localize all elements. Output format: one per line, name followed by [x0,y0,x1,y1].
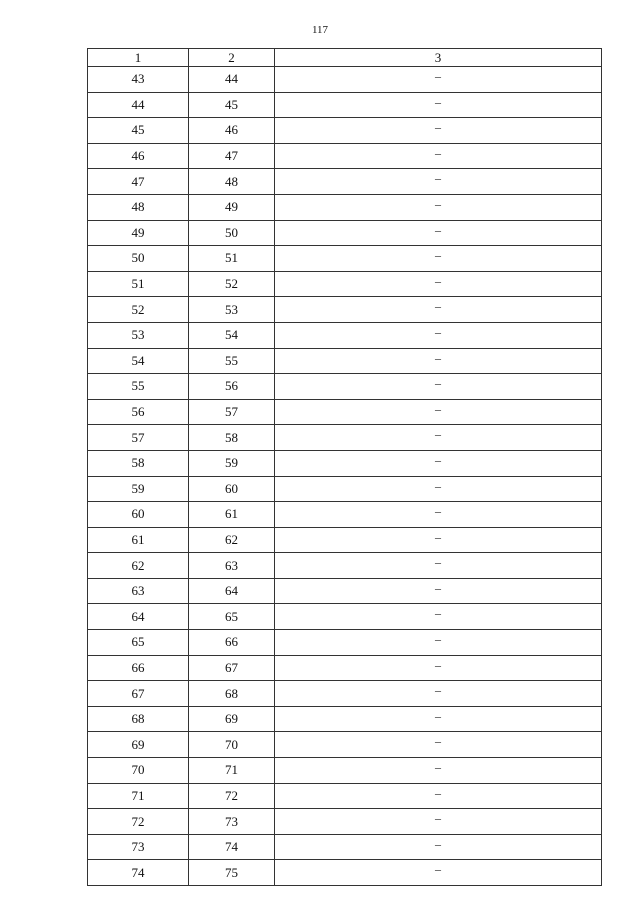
table-cell-col-3: – [275,783,602,809]
table-cell-col-2: 75 [189,860,275,886]
table-cell-col-3: – [275,655,602,681]
table-cell-col-3: – [275,834,602,860]
table-cell-col-3: – [275,630,602,656]
table-cell-col-1: 49 [88,220,189,246]
table-cell-col-2: 72 [189,783,275,809]
table-cell-col-2: 45 [189,92,275,118]
table-cell-col-1: 45 [88,118,189,144]
table-cell-col-3: – [275,450,602,476]
table-cell-col-2: 65 [189,604,275,630]
table-cell-col-2: 68 [189,681,275,707]
table-cell-col-2: 44 [189,67,275,93]
table-row [88,732,602,758]
table-row [88,143,602,169]
table-cell-col-1: 72 [88,809,189,835]
table-cell-col-2: 64 [189,578,275,604]
table-cell-col-2: 53 [189,297,275,323]
table-cell-col-1: 52 [88,297,189,323]
table-cell-col-1: 56 [88,399,189,425]
table-cell-col-2: 69 [189,706,275,732]
table-cell-col-2: 47 [189,143,275,169]
table-row [88,322,602,348]
table-cell-col-1: 57 [88,425,189,451]
column-header-3: 3 [275,49,602,67]
table-cell-col-3: – [275,553,602,579]
table-row [88,578,602,604]
table-cell-col-1: 47 [88,169,189,195]
table-cell-col-1: 73 [88,834,189,860]
table-cell-col-3: – [275,67,602,93]
table-cell-col-3: – [275,118,602,144]
table-cell-col-3: – [275,425,602,451]
table-cell-col-2: 67 [189,655,275,681]
table-cell-col-1: 74 [88,860,189,886]
table-row [88,169,602,195]
table-cell-col-3: – [275,758,602,784]
table-cell-col-1: 44 [88,92,189,118]
table-cell-col-2: 46 [189,118,275,144]
table-cell-col-3: – [275,271,602,297]
table-cell-col-1: 58 [88,450,189,476]
table-cell-col-3: – [275,246,602,272]
table-cell-col-2: 74 [189,834,275,860]
table-row [88,118,602,144]
table-cell-col-3: – [275,476,602,502]
table-cell-col-1: 66 [88,655,189,681]
header-row [88,49,602,67]
table-cell-col-1: 51 [88,271,189,297]
table-cell-col-3: – [275,297,602,323]
table-cell-col-1: 53 [88,322,189,348]
table-row [88,834,602,860]
table-row [88,271,602,297]
table-cell-col-3: – [275,399,602,425]
table-row [88,783,602,809]
table-cell-col-2: 50 [189,220,275,246]
table-cell-col-2: 70 [189,732,275,758]
table-cell-col-2: 51 [189,246,275,272]
table-row [88,527,602,553]
table-cell-col-3: – [275,681,602,707]
table-row [88,553,602,579]
table-cell-col-3: – [275,220,602,246]
table-row [88,450,602,476]
table-row [88,681,602,707]
table-cell-col-3: – [275,194,602,220]
table-row [88,348,602,374]
table-cell-col-2: 63 [189,553,275,579]
table-row [88,630,602,656]
table-cell-col-1: 68 [88,706,189,732]
table-cell-col-2: 71 [189,758,275,784]
table-row [88,92,602,118]
table-cell-col-1: 54 [88,348,189,374]
table-cell-col-3: – [275,732,602,758]
table-cell-col-2: 49 [189,194,275,220]
table-row [88,655,602,681]
table-row [88,246,602,272]
table-cell-col-1: 55 [88,374,189,400]
table-cell-col-1: 46 [88,143,189,169]
table-cell-col-1: 43 [88,67,189,93]
table-cell-col-1: 48 [88,194,189,220]
table-cell-col-3: – [275,527,602,553]
table-body [88,67,602,886]
table-row [88,194,602,220]
table-row [88,297,602,323]
table-row [88,220,602,246]
table-cell-col-2: 56 [189,374,275,400]
table-row [88,706,602,732]
table-row [88,476,602,502]
table-cell-col-1: 65 [88,630,189,656]
page-number: 117 [311,24,329,36]
data-table [87,48,602,886]
table-cell-col-1: 71 [88,783,189,809]
table-cell-col-1: 59 [88,476,189,502]
table-cell-col-1: 64 [88,604,189,630]
table-row [88,67,602,93]
table-cell-col-3: – [275,169,602,195]
table-cell-col-1: 50 [88,246,189,272]
table-row [88,758,602,784]
column-header-1: 1 [88,49,189,67]
table-cell-col-3: – [275,578,602,604]
table-cell-col-2: 60 [189,476,275,502]
table-cell-col-1: 60 [88,502,189,528]
table-cell-col-1: 63 [88,578,189,604]
table-cell-col-3: – [275,502,602,528]
table-cell-col-1: 67 [88,681,189,707]
table-cell-col-2: 66 [189,630,275,656]
table-row [88,374,602,400]
table-cell-col-2: 52 [189,271,275,297]
table-cell-col-3: – [275,92,602,118]
table-cell-col-3: – [275,374,602,400]
table-cell-col-2: 62 [189,527,275,553]
table-row [88,399,602,425]
table-cell-col-2: 73 [189,809,275,835]
table-row [88,809,602,835]
table-cell-col-1: 62 [88,553,189,579]
table-cell-col-2: 61 [189,502,275,528]
table-row [88,425,602,451]
table-cell-col-2: 55 [189,348,275,374]
column-header-2: 2 [189,49,275,67]
table-row [88,502,602,528]
table-cell-col-3: – [275,143,602,169]
table-row [88,604,602,630]
table-cell-col-2: 57 [189,399,275,425]
table-cell-col-1: 61 [88,527,189,553]
table-cell-col-2: 58 [189,425,275,451]
table-cell-col-1: 70 [88,758,189,784]
table-cell-col-2: 48 [189,169,275,195]
table-cell-col-3: – [275,706,602,732]
table-cell-col-3: – [275,860,602,886]
table-cell-col-2: 54 [189,322,275,348]
table-cell-col-1: 69 [88,732,189,758]
table-row [88,860,602,886]
table-cell-col-3: – [275,809,602,835]
table-cell-col-3: – [275,322,602,348]
table-cell-col-2: 59 [189,450,275,476]
table-cell-col-3: – [275,604,602,630]
table-cell-col-3: – [275,348,602,374]
